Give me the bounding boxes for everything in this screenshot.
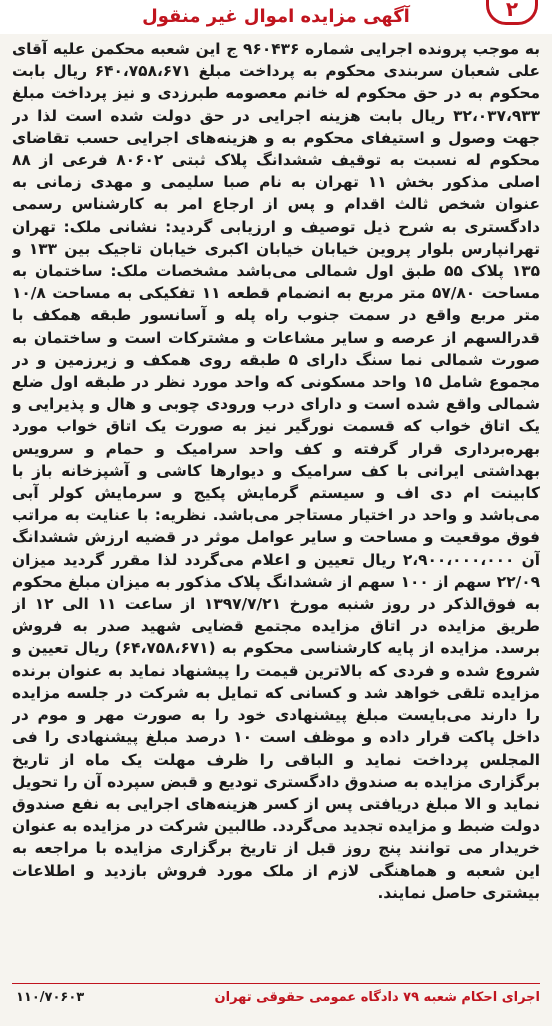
notice-footer bbox=[12, 986, 540, 1012]
notice-paragraph: به موجب پرونده اجرایی شماره ۹۶۰۴۳۶ ج این شعبه محکمن علیه آقای علی شعبان سربندی محکوم به پرداخت مبلغ ۶۴۰،۷۵۸،۶۷۱ ریال بابت محکوم به در حق محکوم له خانم معصومه طبرزدی و نیز پرداخت مبلغ ۳۲،۰۳۷،۹۳۳ ریال بابت هزینه اجرایی در حق دولت شده است لذا در جهت وصول و استیفای محکوم به و هزینه‌های اجرایی حسب تقاضای محکوم له نسبت به توقیف ششدانگ پلاک ثبتی ۸۰۶۰۲ فرعی از ۸۸ اصلی مذکور بخش ۱۱ تهران به نام صبا سلیمی و مهدی زمانی به عنوان شخص ثالث اقدام و پس از ارجاع امر به کارشناس رسمی دادگستری به شرح ذیل توصیف و ارزیابی گردید: نشانی ملک: تهران تهرانپارس بلوار پروین خیابان خیابان اکبری خیابان تاجیک بین ۱۳۳ و ۱۳۵ پلاک ۵۵ طبق اول شمالی می‌باشد مشخصات ملک: ساختمان به مساحت ۵۷/۸۰ متر مربع به انضمام قطعه ۱۱ تفکیکی به مساحت ۱۰/۸ متر مربع واقع در سمت جنوب راه پله و آسانسور طبقه همکف با قدرالسهم از عرصه و سایر مشاعات و مشترکات است و ساختمان به صورت شمالی نما سنگ دارای ۵ طبقه روی همکف و زیرزمین و در مجموع شامل ۱۵ واحد مسکونی که واحد مورد نظر در طبقه اول ضلع شمالی واقع شده است و دارای درب ورودی چوبی و هال و پذیرایی و یک اتاق خواب که قسمت نورگیر نیز به صورت یک اتاق خواب مورد بهره‌برداری قرار گرفته و کف واحد سرامیک و حمام و سرویس بهداشتی ایرانی با کف سرامیک و دیوارها کاشی و آشپزخانه باز با کابینت ام دی اف و سیستم گرمایش پکیج و سرمایش کولر آبی می‌باشد و واحد در اختیار مستاجر می‌باشد. نظریه: با عنایت به مراتب فوق موقعیت و مساحت و سایر عوامل موثر در قضیه ارزش ششدانگ آن ۲،۹۰۰،۰۰۰،۰۰۰ ریال تعیین و اعلام می‌گردد لذا مقرر گردید میزان ۲۲/۰۹ سهم از ۱۰۰ سهم از ششدانگ پلاک مذکور به میزان مبلغ محکوم به فوق‌الذکر در روز شنبه مورخ ۱۳۹۷/۷/۲۱ از ساعت ۱۱ الی ۱۲ از طریق مزایده در اتاق مزایده مجتمع قضایی شهید صدر به فروش برسد. مزایده از پایه کارشناسی محکوم به (۶۴،۷۵۸،۶۷۱) ریال تعیین و شروع شده و فردی که بالاترین قیمت را پیشنهاد نماید به عنوان برنده مزایده تلقی خواهد شد و کسانی که تمایل به شرکت در جلسه مزایده را دارند می‌بایست مبلغ پیشنهادی خود را به صورت مهر و موم در داخل پاکت قرار داده و موظف است ۱۰ درصد مبلغ پیشنهادی را فی المجلس پرداخت نماید و الباقی را ظرف مهلت یک ماه از تاریخ برگزاری مزایده به صندوق دادگستری تودیع و قبض سپرده آن را تحویل نماید و الا مبلغ دریافتی پس از کسر هزینه‌های اجرایی به نفع صندوق دولت ضبط و مزایده تجدید می‌گردد. طالبین شرکت در مزایده به عنوان خریدار می توانند پنج روز قبل از تاریخ برگزاری مزایده با مراجعه به این شعبه و هماهنگی لازم از ملک مورد فروش بازدید و اطلاعات بیشتری حاصل نمایند. bbox=[12, 40, 540, 902]
serial-number: ۱۱۰/۷۰۶۰۳ bbox=[16, 990, 85, 1005]
corner-mark: ۲ bbox=[486, 0, 538, 25]
notice-title: آگهی مزایده اموال غیر منقول bbox=[142, 6, 410, 27]
footer-divider bbox=[12, 983, 540, 984]
issuer-line: اجرای احکام شعبه ۷۹ دادگاه عمومی حقوقی تهران bbox=[214, 990, 540, 1005]
notice-body bbox=[12, 38, 540, 978]
